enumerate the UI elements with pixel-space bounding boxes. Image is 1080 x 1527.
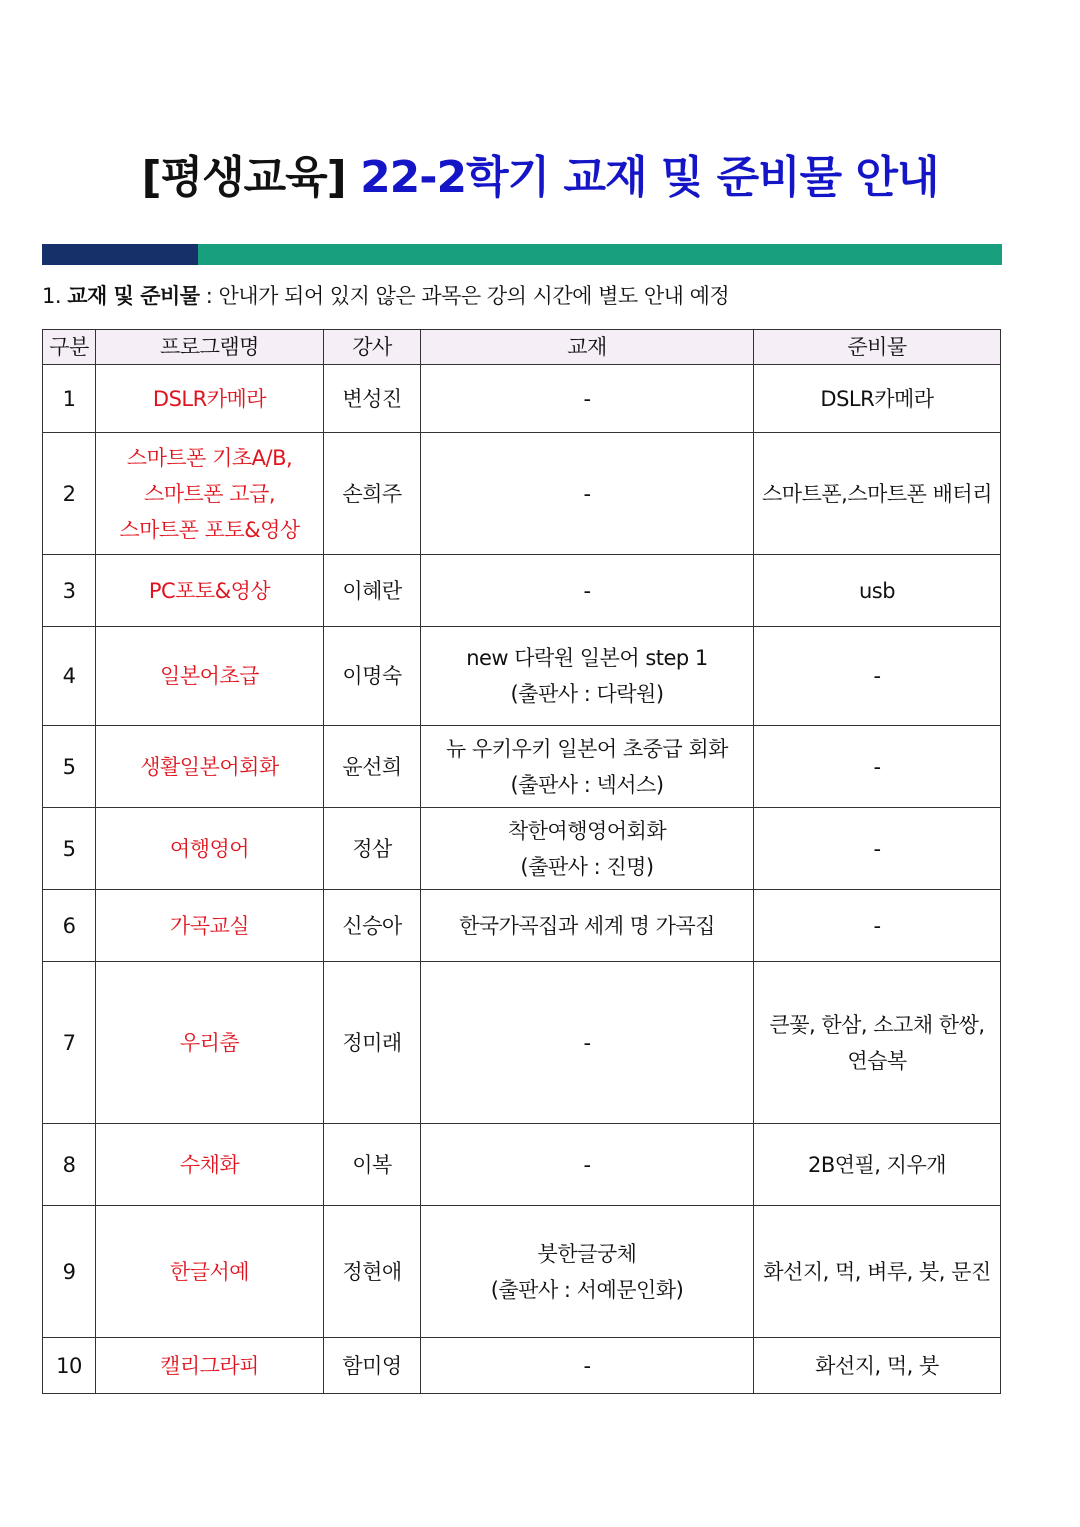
program-line: 가곡교실 [169,913,250,938]
cell-supplies [754,890,1001,962]
program-line: DSLR카메라 [152,386,267,411]
program-line: 수채화 [179,1152,240,1177]
textbook-line: - [583,578,591,603]
cell-supplies [754,1206,1001,1338]
cell-supplies [754,726,1001,808]
cell-program [96,433,324,555]
cell-textbook [421,1124,754,1206]
cell-no: 1 [43,365,96,433]
cell-supplies [754,365,1001,433]
cell-teacher: 윤선희 [324,726,421,808]
cell-textbook [421,726,754,808]
cell-textbook [421,962,754,1124]
cell-teacher: 정삼 [324,808,421,890]
cell-no: 9 [43,1206,96,1338]
program-line: 일본어초급 [160,664,259,688]
supplies-line: 큰꽃, 한삼, 소고채 한쌍, [769,1012,985,1037]
cell-program [96,1124,324,1206]
table-row [43,1124,1001,1206]
cell-teacher: 정현애 [324,1206,421,1338]
page-title [0,148,1080,208]
cell-program [96,962,324,1124]
table-header-row [43,330,1001,365]
supplies-line: 연습복 [847,1048,907,1073]
cell-supplies [754,433,1001,555]
table-row [43,808,1001,890]
cell-teacher: 손희주 [324,433,421,555]
cell-program [96,1206,324,1338]
textbook-line: (출판사 : 진명) [520,854,654,879]
cell-teacher: 이복 [324,1124,421,1206]
cell-program [96,808,324,890]
table-row [43,1206,1001,1338]
title-main: 22-2학기 교재 및 준비물 안내 [360,152,939,203]
cell-no: 5 [43,726,96,808]
cell-textbook [421,627,754,726]
cell-no: 8 [43,1124,96,1206]
supplies-line: 화선지, 먹, 벼루, 붓, 문진 [763,1259,991,1284]
cell-teacher: 변성진 [324,365,421,433]
supplies-line: - [873,754,881,779]
cell-program [96,365,324,433]
textbook-line: 착한여행영어회화 [507,818,667,843]
divider-navy-segment [42,244,198,265]
textbook-line: new 다락원 일본어 step 1 [466,646,708,670]
program-line: 스마트폰 포토&영상 [119,517,300,542]
title-bracket: [평생교육] [141,152,346,203]
textbook-line: (출판사 : 서예문인화) [490,1277,684,1302]
cell-supplies [754,555,1001,627]
cell-teacher: 이명숙 [324,627,421,726]
textbook-line: (출판사 : 다락원) [510,682,664,706]
section-note [42,280,729,310]
note-bold: 교재 및 준비물 [67,284,200,308]
program-line: 스마트폰 기초A/B, [126,445,293,470]
header-no: 구분 [43,330,96,365]
header-program: 프로그램명 [96,330,324,365]
cell-no: 10 [43,1338,96,1394]
textbook-line: - [583,481,591,506]
textbook-line: - [583,386,591,411]
supplies-line: DSLR카메라 [820,386,934,411]
program-line: 생활일본어회화 [140,754,279,779]
supplies-line: 화선지, 먹, 붓 [815,1353,939,1378]
supplies-line: - [873,836,881,861]
program-line: 캘리그라피 [160,1353,259,1378]
table-row [43,365,1001,433]
table-row [43,1338,1001,1394]
divider-teal-segment [198,244,1002,265]
cell-supplies [754,962,1001,1124]
cell-supplies [754,808,1001,890]
cell-program [96,890,324,962]
cell-textbook [421,808,754,890]
program-line: PC포토&영상 [148,578,271,603]
cell-supplies [754,627,1001,726]
textbook-line: - [583,1353,591,1378]
cell-program [96,627,324,726]
cell-textbook [421,433,754,555]
materials-table [42,329,1001,1394]
program-line: 한글서예 [169,1259,250,1284]
table-row [43,627,1001,726]
cell-no: 4 [43,627,96,726]
program-line: 우리춤 [179,1030,240,1055]
cell-program [96,1338,324,1394]
table-row [43,433,1001,555]
supplies-line: - [873,664,881,688]
cell-supplies [754,1124,1001,1206]
cell-textbook [421,555,754,627]
textbook-line: 뉴 우키우키 일본어 초중급 회화 [446,736,728,761]
cell-textbook [421,1206,754,1338]
cell-program [96,555,324,627]
cell-textbook [421,1338,754,1394]
table-row [43,555,1001,627]
textbook-line: 붓한글궁체 [537,1241,637,1266]
textbook-line: - [583,1152,591,1177]
supplies-line: usb [858,578,896,603]
program-line: 여행영어 [169,836,250,861]
cell-no: 7 [43,962,96,1124]
textbook-line: 한국가곡집과 세계 명 가곡집 [459,913,715,938]
cell-no: 6 [43,890,96,962]
note-text: : 안내가 되어 있지 않은 과목은 강의 시간에 별도 안내 예정 [199,284,730,308]
header-teacher: 강사 [324,330,421,365]
program-line: 스마트폰 고급, [143,481,276,506]
table-row [43,962,1001,1124]
title-divider-bar [42,244,1002,265]
cell-teacher: 신승아 [324,890,421,962]
textbook-line: - [583,1030,591,1055]
textbook-line: (출판사 : 넥서스) [510,772,664,797]
table-row [43,890,1001,962]
cell-teacher: 함미영 [324,1338,421,1394]
cell-no: 5 [43,808,96,890]
header-textbook: 교재 [421,330,754,365]
cell-program [96,726,324,808]
cell-supplies [754,1338,1001,1394]
cell-teacher: 이혜란 [324,555,421,627]
cell-teacher: 정미래 [324,962,421,1124]
cell-no: 2 [43,433,96,555]
cell-no: 3 [43,555,96,627]
supplies-line: 스마트폰,스마트폰 배터리 [762,481,992,506]
cell-textbook [421,890,754,962]
supplies-line: - [873,913,881,938]
cell-textbook [421,365,754,433]
header-supplies: 준비물 [754,330,1001,365]
supplies-line: 2B연필, 지우개 [807,1152,947,1177]
note-number: 1. [42,284,62,308]
table-row [43,726,1001,808]
